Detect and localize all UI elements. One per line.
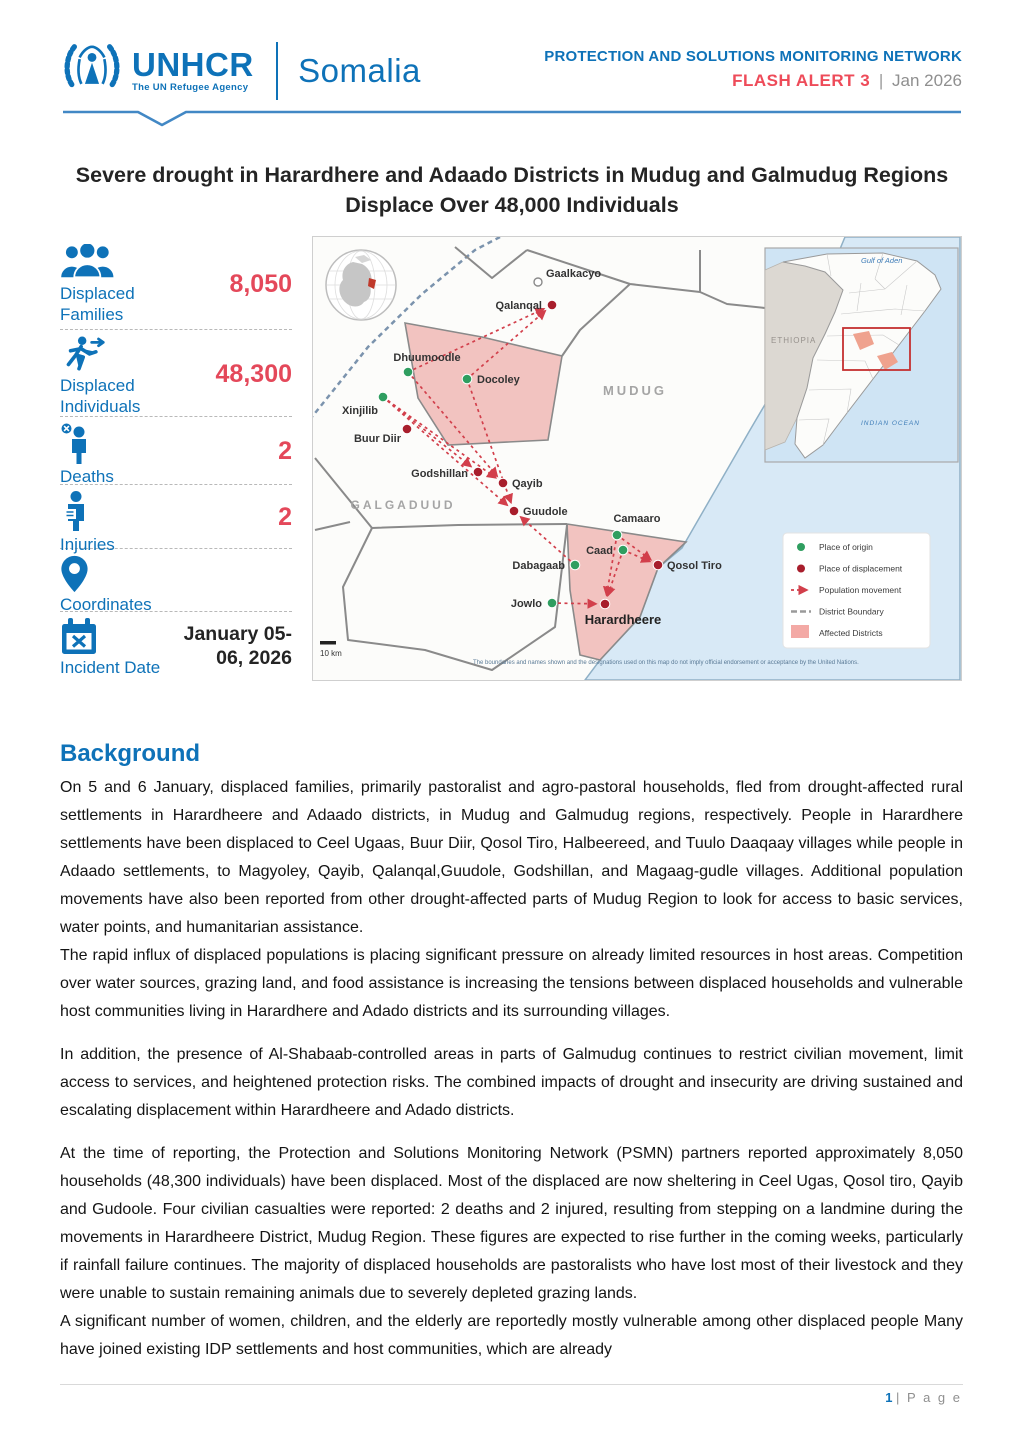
header-right — [544, 38, 962, 91]
network-title: PROTECTION AND SOLUTIONS MONITORING NETWORK — [544, 48, 962, 65]
background-paragraphs — [60, 774, 963, 1364]
stat-value: 48,300 — [215, 359, 292, 388]
flash-alert-label: FLASH ALERT 3 — [732, 71, 871, 90]
place-label: Dhuumoodle — [393, 352, 461, 364]
place-label: Caad — [586, 545, 613, 557]
displacement-marker — [547, 300, 557, 310]
alert-separator: | — [878, 71, 884, 90]
background-paragraph-2: The rapid influx of displaced populations is placing significant pressure on already limited resources in host areas. Competition over water sources, grazing land, and food assistance is increasing the tensions between displaced households and vulnerable host communities living in Harardhere and Adado districts and its surrounding villages. — [60, 947, 963, 1020]
place-label: Jowlo — [510, 598, 542, 610]
background-section — [60, 740, 963, 1364]
page-title: Severe drought in Harardhere and Adaado Districts in Mudug and Galmudug Regions Displace Over 48,000 Individuals — [75, 163, 949, 218]
origin-marker — [378, 392, 388, 402]
globe-inset-icon — [326, 250, 396, 320]
stat-row-injuries — [60, 485, 292, 554]
map-legend — [783, 533, 930, 648]
background-paragraph-4: At the time of reporting, the Protection and Solutions Monitoring Network (PSMN) partners reported approximately 8,050 households (48,300 individuals) have been displaced. Most of the displaced are now sheltering in Ceel Ugas, Qosol tiro, Qayib and Gudoole. Four civilian casualties were reported: 2 deaths and 2 injured, resulting from stepping on a landmine during the movements in Harardheere District, Mudug Region. These figures are expected to rise further in the coming weeks, particularly if rainfall failure continues. The majority of displaced households are pastoralists who have lost most of their livestock and they were unable to sustain remaining animals due to severely depleted grazing lands. — [60, 1145, 963, 1302]
legend-label: Place of displacement — [819, 563, 903, 574]
displacement-marker — [498, 478, 508, 488]
legend-label: Place of origin — [819, 542, 873, 552]
somalia-inset-map — [765, 248, 958, 462]
inset-indian-ocean-label: INDIAN OCEAN — [861, 420, 920, 427]
legend-label: Population movement — [819, 585, 902, 595]
displacement-marker — [402, 424, 412, 434]
unhcr-tagline: The UN Refugee Agency — [132, 82, 249, 94]
place-label: Godshillan — [411, 468, 468, 480]
unhcr-emblem-icon — [62, 38, 122, 103]
place-label: Harardheere — [584, 612, 662, 627]
unhcr-wordmark — [132, 48, 254, 93]
death-person-icon — [60, 423, 114, 465]
displacement-marker — [473, 467, 483, 477]
displacement-marker — [653, 560, 663, 570]
running-person-icon — [60, 336, 178, 374]
injured-person-icon — [60, 491, 115, 533]
place-label: Qalanqal — [495, 300, 542, 312]
region-label: GALGADUUD — [350, 498, 456, 512]
stat-row-incident-date — [60, 612, 292, 704]
stat-value: 8,050 — [229, 270, 292, 298]
stat-value: 2 — [278, 503, 292, 531]
map — [313, 237, 961, 680]
stat-label: Deaths — [60, 467, 114, 486]
map-pin-icon — [60, 555, 152, 593]
stat-value: 2 — [278, 437, 292, 465]
stat-row-displaced-individuals — [60, 330, 292, 417]
stat-row-deaths — [60, 417, 292, 485]
stat-row-displaced-families — [60, 238, 292, 330]
stat-label: Displaced Families — [60, 284, 135, 325]
origin-marker — [547, 598, 557, 608]
page-number: 1 — [885, 1390, 893, 1405]
footer-rule — [60, 1384, 963, 1385]
country-label: Somalia — [298, 51, 421, 89]
background-paragraph-3: In addition, the presence of Al-Shabaab-controlled areas in parts of Galmudug continues to restrict civilian movement, limit access to services, and heightened protection risks. The combined impacts of drought and insecurity are driving sustained and escalating displacement within Harardheere and Adado districts. — [60, 1046, 963, 1119]
region-label: MUDUG — [602, 383, 668, 398]
displacement-marker — [509, 506, 519, 516]
stat-label: Incident Date — [60, 658, 161, 677]
calendar-icon — [60, 618, 160, 656]
page-label: | P a g e — [896, 1390, 962, 1405]
town-marker — [534, 278, 542, 286]
origin-marker — [618, 545, 628, 555]
inset-gulf-of-aden-label: Gulf of Aden — [861, 256, 903, 265]
logo-divider — [276, 42, 279, 100]
header-rule — [62, 108, 963, 133]
header — [62, 38, 962, 103]
displacement-marker — [600, 599, 610, 609]
stat-label: Injuries — [60, 535, 115, 554]
place-label: Docoley — [477, 374, 520, 386]
people-group-icon — [60, 244, 178, 282]
place-label: Xinjilib — [341, 405, 379, 417]
stat-value: January 05-06, 2026 — [183, 623, 292, 670]
map-disclaimer: The boundaries and names shown and the designations used on this map do not imply official endorsement or acceptance by the United Nations. — [473, 660, 859, 666]
place-label: Dabagaab — [512, 560, 565, 572]
footer — [885, 1390, 962, 1405]
place-label: Qayib — [512, 478, 543, 490]
stat-label: Displaced Individuals — [60, 376, 141, 417]
stats-sidebar — [60, 238, 292, 704]
inset-ethiopia-label: ETHIOPIA — [771, 336, 817, 345]
stat-label: Coordinates — [60, 595, 152, 614]
unhcr-agency-name: UNHCR — [132, 46, 254, 84]
background-paragraph-1: On 5 and 6 January, displaced families, primarily pastoralist and agro-pastoral households, fled from drought-affected rural settlements in Harardheere and Adaado districts, in Mudug and Galmudug regions, respectively. People in Harardhere settlements have been displaced to Ceel Ugaas, Buur Diir, Qosol Tiro, Halbeereed, and Tuulo Daaqaay villages while people in Adaado settlements, to Magyoley, Qayib, Qalanqal,Guudole, Godshillan, and Magaag-gudle villages. Additional population movements have also been reported from other drought-affected parts of Mudug Region to look for access to basic services, water points, and humanitarian assistance. — [60, 779, 963, 936]
origin-marker — [612, 530, 622, 540]
map-svg — [313, 237, 961, 680]
place-label: Gaalkacyo — [546, 268, 602, 280]
place-label: Buur Diir — [353, 433, 401, 445]
place-label: Camaaro — [613, 513, 661, 525]
place-label: Guudole — [523, 506, 568, 518]
alert-line — [544, 71, 962, 91]
stat-row-coordinates — [60, 549, 292, 612]
legend-label: District Boundary — [819, 606, 884, 617]
origin-marker — [570, 560, 580, 570]
legend-label: Affected Districts — [819, 628, 883, 638]
background-paragraph-5: A significant number of women, children, and the elderly are reportedly mostly vulnerable among other displaced people Many have joined existing IDP settlements and host communities, which are already — [60, 1313, 963, 1358]
origin-marker — [462, 374, 472, 384]
unhcr-logo — [62, 38, 421, 103]
place-label: Qosol Tiro — [667, 560, 722, 572]
scale-label: 10 km — [320, 649, 342, 658]
alert-date: Jan 2026 — [892, 71, 962, 90]
background-heading: Background — [60, 740, 201, 767]
origin-marker — [403, 367, 413, 377]
